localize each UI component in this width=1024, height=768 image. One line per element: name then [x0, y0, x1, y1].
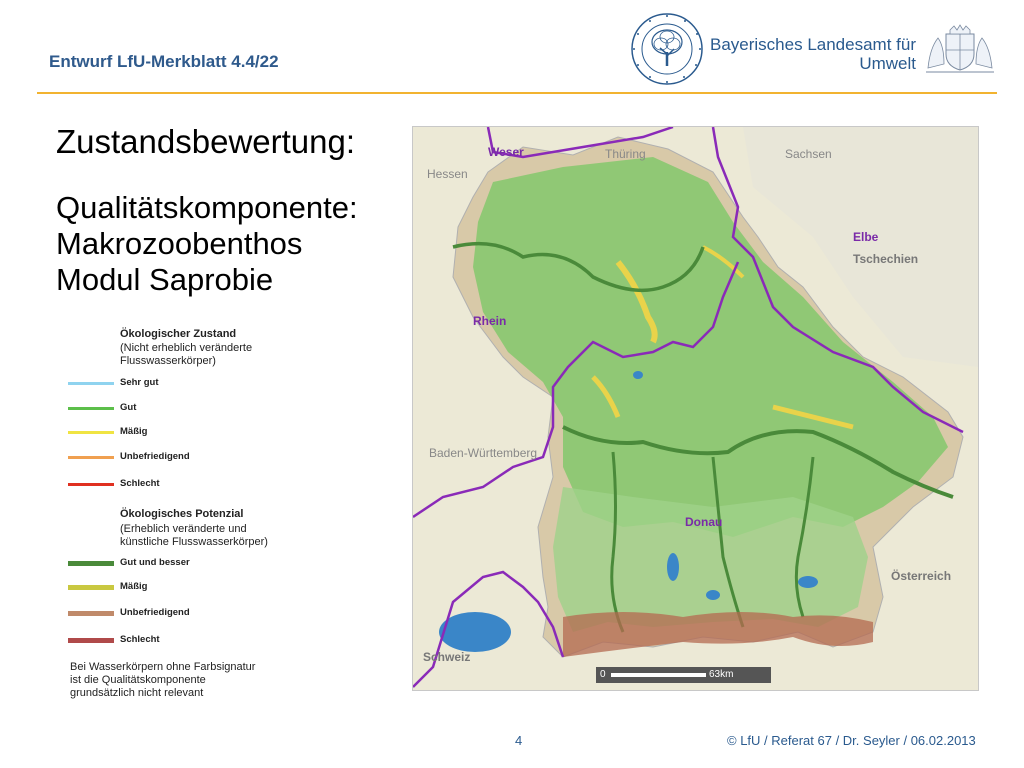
subheading-line2: Makrozoobenthos: [56, 226, 303, 261]
organization-name: [708, 35, 916, 73]
map-legend: [60, 320, 320, 705]
scale-label-end: 63km: [709, 669, 734, 680]
legend-label: Mäßig: [120, 426, 148, 437]
legend-note-line2: ist die Qualitätskomponente: [70, 674, 206, 686]
legend-swatch: [68, 431, 114, 434]
legend-swatch: [68, 483, 114, 486]
legend-swatch: [68, 407, 114, 410]
legend-label: Gut: [120, 402, 137, 413]
legend-label: Mäßig: [120, 581, 148, 592]
organization-name-line2: Umwelt: [859, 54, 916, 73]
slide-subheading: [56, 190, 358, 298]
map-label-hessen: Hessen: [427, 167, 468, 181]
legend-potenzial-subtitle: [120, 523, 268, 549]
legend-label: Gut und besser: [120, 557, 190, 568]
legend-label: Schlecht: [120, 478, 160, 489]
map-label-donau: Donau: [685, 515, 723, 529]
legend-item-potenzial-schlecht: [60, 634, 310, 648]
lake: [798, 576, 818, 588]
coat-of-arms-icon: [924, 24, 996, 74]
map-label-weser: Weser: [488, 145, 524, 159]
legend-item-schlecht: [60, 478, 310, 492]
seal-icon: [630, 12, 704, 86]
legend-zustand-subtitle-line1: (Nicht erheblich veränderte: [120, 342, 253, 354]
subheading-line3: Modul Saprobie: [56, 262, 274, 297]
scale-label-start: 0: [600, 669, 606, 680]
map-label-elbe: Elbe: [853, 230, 879, 244]
map-label-tschechien: Tschechien: [853, 252, 919, 266]
scale-bar: [611, 673, 706, 677]
map-label-sachsen: Sachsen: [785, 147, 832, 161]
legend-label: Sehr gut: [120, 377, 159, 388]
bavaria-water-quality-map: [412, 126, 979, 691]
legend-item-gut-und-besser: [60, 557, 310, 571]
legend-item-potenzial-unbefriedigend: [60, 607, 310, 621]
lake: [633, 371, 643, 379]
legend-item-unbefriedigend: [60, 451, 310, 465]
legend-swatch: [68, 585, 114, 590]
legend-swatch: [68, 456, 114, 459]
legend-note-line1: Bei Wasserkörpern ohne Farbsignatur: [70, 661, 256, 673]
legend-swatch: [68, 611, 114, 616]
legend-label: Unbefriedigend: [120, 451, 190, 462]
map-label-thueringen: Thüring: [605, 147, 646, 161]
legend-item-maessig: [60, 426, 310, 440]
slide-heading: Zustandsbewertung:: [56, 123, 356, 160]
legend-item-potenzial-maessig: [60, 581, 310, 595]
subheading-line1: Qualitätskomponente:: [56, 190, 358, 225]
legend-potenzial-title: Ökologisches Potenzial: [120, 508, 244, 520]
legend-zustand-subtitle: [120, 342, 252, 368]
legend-swatch: [68, 561, 114, 566]
lake-bodensee: [439, 612, 511, 652]
legend-label: Unbefriedigend: [120, 607, 190, 618]
legend-note-line3: grundsätzlich nicht relevant: [70, 687, 204, 699]
legend-label: Schlecht: [120, 634, 160, 645]
legend-item-sehr-gut: [60, 377, 310, 391]
legend-item-gut: [60, 402, 310, 416]
legend-zustand-title: Ökologischer Zustand: [120, 328, 237, 340]
page-number: 4: [515, 733, 523, 748]
map-label-schweiz: Schweiz: [423, 650, 471, 664]
document-title: Entwurf LfU-Merkblatt 4.4/22: [49, 52, 279, 71]
legend-swatch: [68, 638, 114, 643]
header-divider: [37, 92, 997, 94]
footer-credit: © LfU / Referat 67 / Dr. Seyler / 06.02.2013: [727, 733, 976, 748]
organization-name-line1: Bayerisches Landesamt für: [710, 35, 916, 54]
map-label-baden-wuerttemberg: Baden-Württemberg: [429, 446, 538, 460]
legend-potenzial-subtitle-line1: (Erheblich veränderte und: [120, 523, 247, 535]
legend-potenzial-subtitle-line2: künstliche Flusswasserkörper): [120, 536, 268, 548]
map-label-rhein: Rhein: [473, 314, 507, 328]
lake: [706, 590, 720, 600]
map-graphic: [413, 127, 978, 690]
river-network-south: [553, 487, 868, 632]
legend-swatch: [68, 382, 114, 385]
legend-note: [70, 661, 255, 700]
lake: [667, 553, 679, 581]
legend-zustand-subtitle-line2: Flusswasserkörper): [120, 355, 216, 367]
map-label-oesterreich: Österreich: [891, 569, 952, 583]
